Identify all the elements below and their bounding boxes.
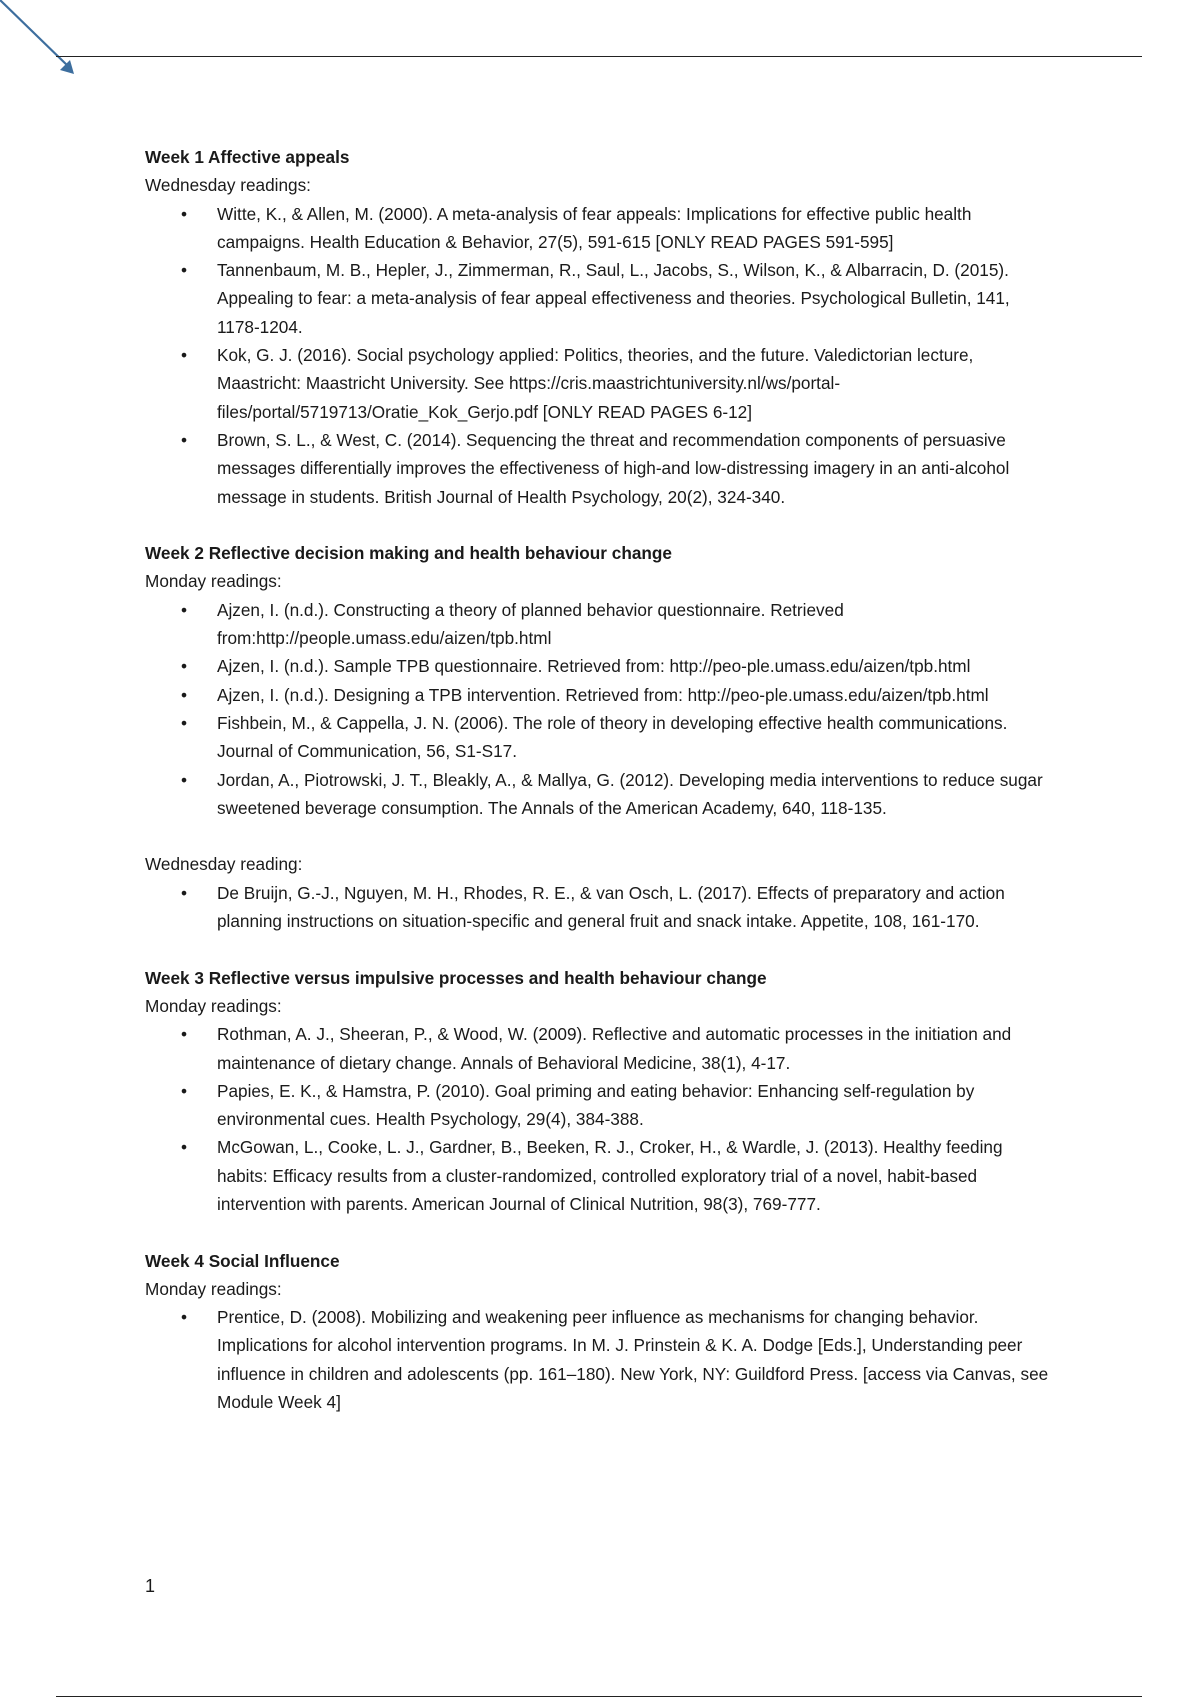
reading-item: • Papies, E. K., & Hamstra, P. (2010). Goal priming and eating behavior: Enhancing self-regulation by environmental cues. Health Psychology, 29(4), 384-388. <box>145 1077 1065 1134</box>
week-section <box>145 143 1065 511</box>
header-rule <box>56 56 1142 57</box>
week-title: Week 2 Reflective decision making and health behaviour change <box>145 543 672 564</box>
corner-arrow-icon <box>0 0 90 90</box>
readings-list <box>145 200 1065 511</box>
readings-group <box>145 567 1065 822</box>
week-title: Week 3 Reflective versus impulsive processes and health behaviour change <box>145 967 767 988</box>
readings-list <box>145 596 1065 822</box>
reading-item: • Ajzen, I. (n.d.). Sample TPB questionnaire. Retrieved from: http://peo-ple.umass.edu/aizen/tpb.html <box>145 652 1065 680</box>
week-title: Week 1 Affective appeals <box>145 147 350 167</box>
reading-item: • McGowan, L., Cooke, L. J., Gardner, B., Beeken, R. J., Croker, H., & Wardle, J. (2013). Healthy feeding habits: Efficacy results from a cluster-randomized, controlled exploratory trial of a novel, habit-based intervention with parents. American Journal of Clinical Nutrition, 98(3), 769-777. <box>145 1133 1065 1218</box>
readings-group <box>145 992 1065 1218</box>
readings-group <box>145 850 1065 935</box>
day-label: Monday readings: <box>145 571 282 592</box>
readings-group <box>145 171 1065 511</box>
reading-item: • Rothman, A. J., Sheeran, P., & Wood, W. (2009). Reflective and automatic processes in the initiation and maintenance of dietary change. Annals of Behavioral Medicine, 38(1), 4-17. <box>145 1020 1065 1077</box>
week-title: Week 4 Social Influence <box>145 1250 340 1271</box>
reading-item: • Witte, K., & Allen, M. (2000). A meta-analysis of fear appeals: Implications for effective public health campaigns. Health Education & Behavior, 27(5), 591-615 [ONLY READ PAGES 591-595] <box>145 200 1065 257</box>
reading-item: • Ajzen, I. (n.d.). Designing a TPB intervention. Retrieved from: http://peo-ple.umass.edu/aizen/tpb.html <box>145 681 1065 709</box>
day-label: Wednesday reading: <box>145 854 303 875</box>
readings-list <box>145 879 1065 936</box>
reading-item: • Jordan, A., Piotrowski, J. T., Bleakly, A., & Mallya, G. (2012). Developing media interventions to reduce sugar sweetened beverage consumption. The Annals of the American Academy, 640, 118-135. <box>145 766 1065 823</box>
readings-list <box>145 1303 1065 1416</box>
reading-list <box>145 143 1065 1445</box>
day-label: Monday readings: <box>145 995 282 1016</box>
reading-item: • Prentice, D. (2008). Mobilizing and weakening peer influence as mechanisms for changing behavior. Implications for alcohol intervention programs. In M. J. Prinstein & K. A. Dodge [Eds.], Understanding peer influence in children and adolescents (pp. 161–180). New York, NY: Guildford Press. [access via Canvas, see Module Week 4] <box>145 1303 1065 1416</box>
readings-list <box>145 1020 1065 1218</box>
footer-rule <box>56 1696 1142 1697</box>
week-section <box>145 539 1065 935</box>
reading-item: • Brown, S. L., & West, C. (2014). Sequencing the threat and recommendation components of persuasive messages differentially improves the effectiveness of high-and low-distressing imagery in an anti-alcohol message in students. British Journal of Health Psychology, 20(2), 324-340. <box>145 426 1065 511</box>
reading-item: • De Bruijn, G.-J., Nguyen, M. H., Rhodes, R. E., & van Osch, L. (2017). Effects of preparatory and action planning instructions on situation-specific and general fruit and snack intake. Appetite, 108, 161-170. <box>145 879 1065 936</box>
readings-group <box>145 1275 1065 1416</box>
reading-item: • Ajzen, I. (n.d.). Constructing a theory of planned behavior questionnaire. Retrieved from:http://people.umass.edu/aizen/tpb.html <box>145 596 1065 653</box>
week-section <box>145 1247 1065 1417</box>
reading-item: • Kok, G. J. (2016). Social psychology applied: Politics, theories, and the future. Valedictorian lecture, Maastricht: Maastricht University. See https://cris.maastrichtuniversity.nl/ws/portal-files/portal/5719713/Oratie_Kok_Gerjo.pdf [ONLY READ PAGES 6-12] <box>145 341 1065 426</box>
page-number: 1 <box>145 1576 156 1596</box>
reading-item: • Tannenbaum, M. B., Hepler, J., Zimmerman, R., Saul, L., Jacobs, S., Wilson, K., & Albarracin, D. (2015). Appealing to fear: a meta-analysis of fear appeal effectiveness and theories. Psychological Bulletin, 141, 1178-1204. <box>145 256 1065 341</box>
week-section <box>145 964 1065 1219</box>
day-label: Wednesday readings: <box>145 175 311 196</box>
day-label: Monday readings: <box>145 1278 282 1299</box>
reading-item: • Fishbein, M., & Cappella, J. N. (2006). The role of theory in developing effective health communications. Journal of Communication, 56, S1-S17. <box>145 709 1065 766</box>
